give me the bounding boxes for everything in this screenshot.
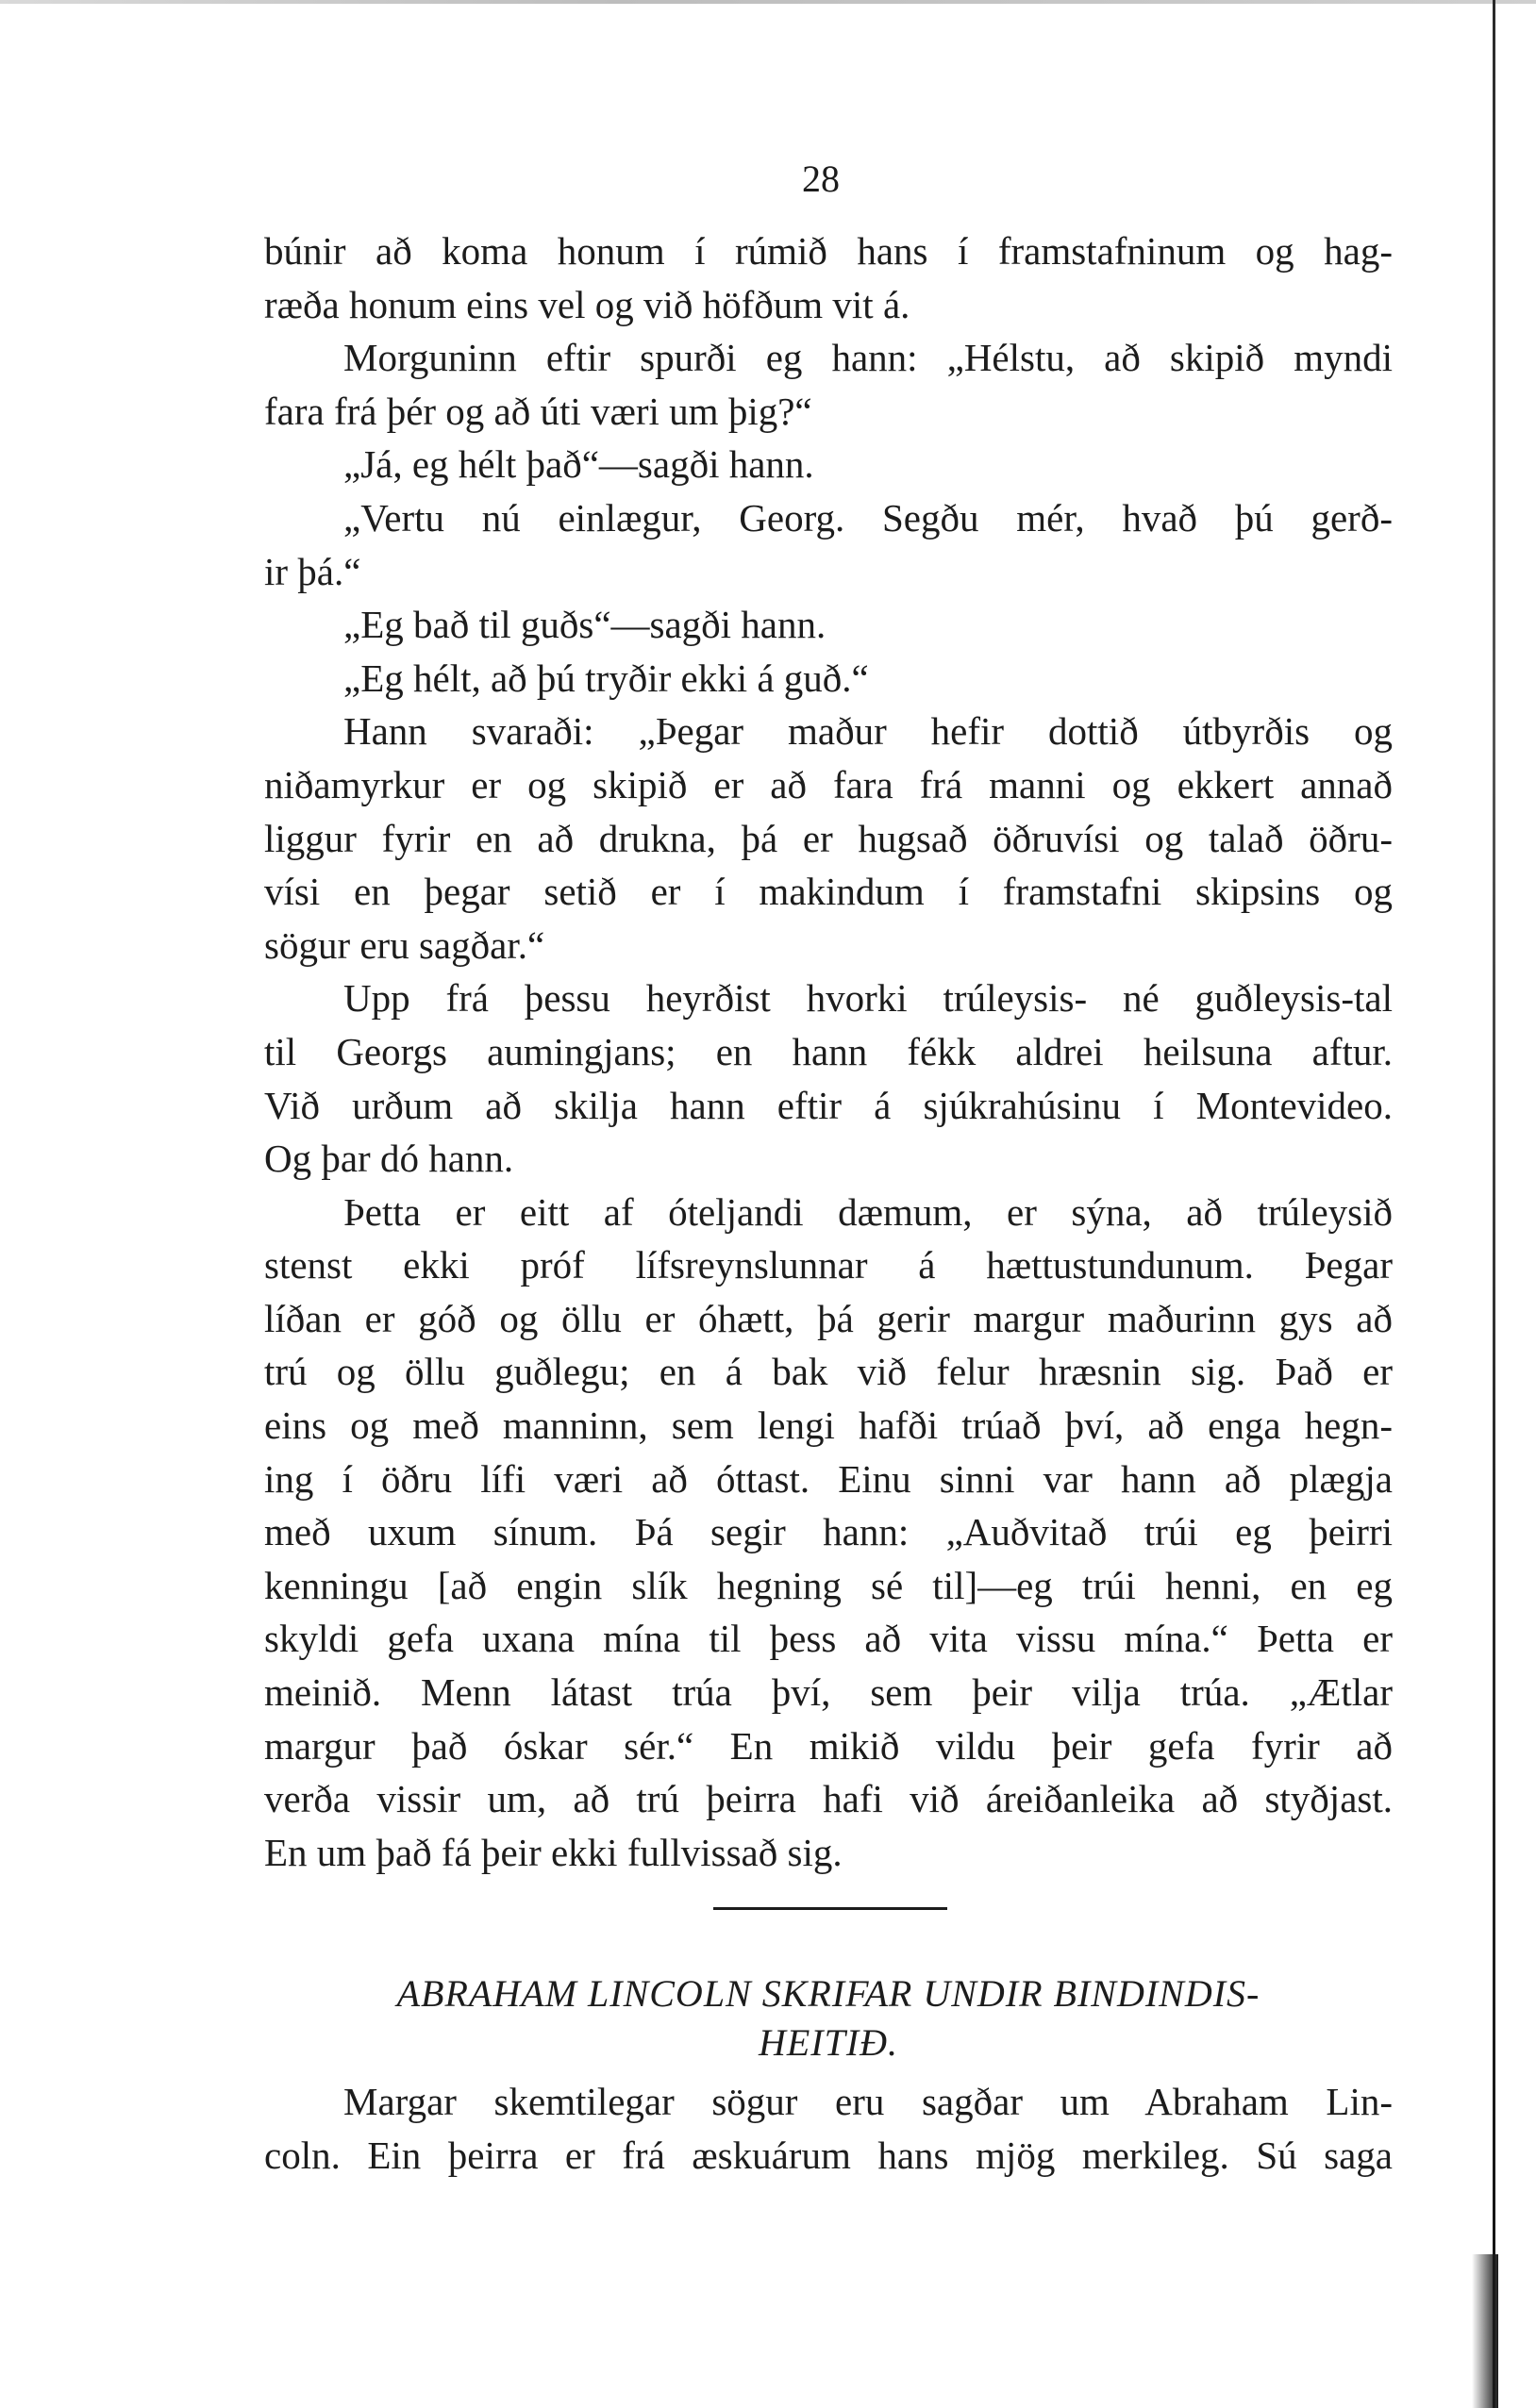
text-line: ræða honum eins vel og við höfðum vit á. [264, 282, 910, 326]
text-line: Upp frá þessu heyrðist hvorki trúleysis- né guðleysis-tal [343, 976, 1393, 1021]
text-line: Morguninn eftir spurði eg hann: „Hélstu, að skipið myndi [343, 336, 1393, 380]
text-line: En um það fá þeir ekki fullvissað sig. [264, 1830, 843, 1874]
body-text [264, 224, 1393, 1879]
heading-line: ABRAHAM LINCOLN SKRIFAR UNDIR BINDINDIS- [396, 1972, 1261, 2015]
text-line: Við urðum að skilja hann eftir á sjúkrahúsinu í Montevideo. [264, 1083, 1393, 1127]
text-line: liggur fyrir en að drukna, þá er hugsað öðruvísi og talað öðru- [264, 816, 1393, 860]
text-line: coln. Ein þeirra er frá æskuárum hans mjög merkileg. Sú saga [264, 2133, 1393, 2177]
text-line: eins og með manninn, sem lengi hafði trúað því, að enga hegn- [264, 1403, 1393, 1448]
text-line: verða vissir um, að trú þeirra hafi við áreiðanleika að styðjast. [264, 1777, 1393, 1821]
page-number: 28 [802, 158, 840, 200]
text-line: „Vertu nú einlægur, Georg. Segðu mér, hvað þú gerð- [343, 495, 1393, 540]
text-line: Og þar dó hann. [264, 1137, 514, 1181]
text-line: „Já, eg hélt það“—sagði hann. [343, 442, 814, 487]
text-line: „Eg hélt, að þú tryðir ekki á guð.“ [343, 656, 869, 700]
text-line: trú og öllu guðlegu; en á bak við felur hræsnin sig. Það er [264, 1350, 1393, 1394]
binding-shadow [1472, 2254, 1498, 2408]
text-line: ing í öðru lífi væri að óttast. Einu sinni var hann að plægja [264, 1456, 1393, 1501]
text-line: niðamyrkur er og skipið er að fara frá manni og ekkert annað [264, 762, 1393, 806]
text-line: „Eg bað til guðs“—sagði hann. [343, 603, 826, 647]
text-line: skyldi gefa uxana mína til þess að vita vissu mína.“ Þetta er [264, 1617, 1393, 1661]
page-top-edge [0, 0, 1536, 4]
binding-edge [1493, 0, 1495, 2408]
text-line: Þetta er eitt af óteljandi dæmum, er sýna, að trúleysið [343, 1189, 1393, 1234]
text-line: stenst ekki próf lífsreynslunnar á hættustundunum. Þegar [264, 1243, 1393, 1287]
text-line: vísi en þegar setið er í makindum í framstafni skipsins og [264, 870, 1393, 914]
text-line: sögur eru sagðar.“ [264, 922, 545, 967]
text-line: með uxum sínum. Þá segir hann: „Auðvitað trúi eg þeirri [264, 1510, 1393, 1554]
section-divider [713, 1907, 947, 1910]
text-line: líðan er góð og öllu er óhætt, þá gerir margur maðurinn gys að [264, 1296, 1393, 1340]
section-body-text [264, 2075, 1393, 2182]
section-heading [264, 1969, 1393, 2068]
text-line: fara frá þér og að úti væri um þig?“ [264, 389, 812, 433]
text-line: kenningu [að engin slík hegning sé til]—eg trúi henni, en eg [264, 1563, 1393, 1607]
text-line: búnir að koma honum í rúmið hans í framstafninum og hag- [264, 229, 1393, 273]
text-line: meinið. Menn látast trúa því, sem þeir vilja trúa. „Ætlar [264, 1670, 1393, 1715]
heading-line: HEITIÐ. [758, 2021, 899, 2064]
text-line: Margar skemtilegar sögur eru sagðar um Abraham Lin- [343, 2080, 1393, 2123]
text-line: margur það óskar sér.“ En mikið vildu þeir gefa fyrir að [264, 1723, 1393, 1768]
text-line: Hann svaraði: „Þegar maður hefir dottið útbyrðis og [343, 709, 1393, 754]
text-line: ir þá.“ [264, 549, 361, 593]
text-line: til Georgs aumingjans; en hann fékk aldrei heilsuna aftur. [264, 1029, 1393, 1073]
